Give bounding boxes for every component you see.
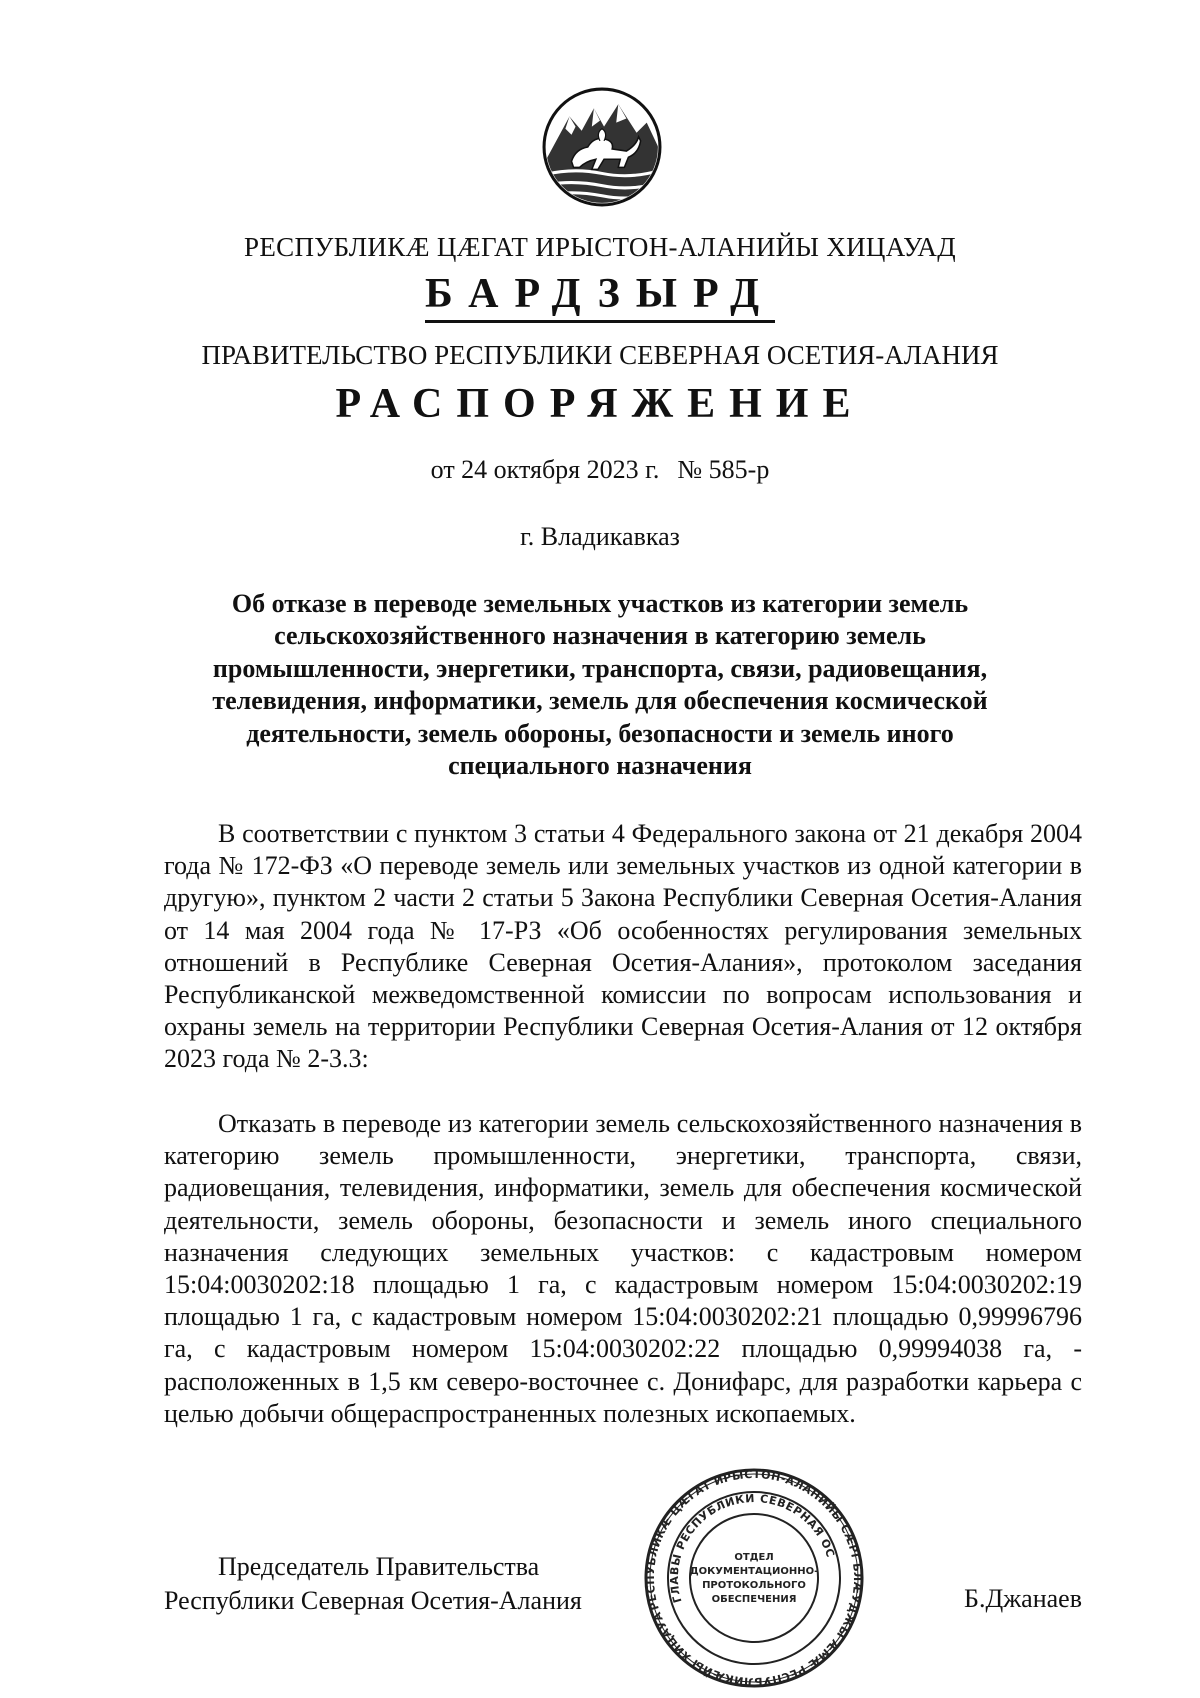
stamp-outer-ring-text: РЕСПУБЛИКÆ ЦÆГАТ ИРЫСТОН-АЛАНИЙЫ СÆРГЪЛÆУДЖЫ ÆМÆ РЕСПУБЛИКÆЙЫ ХИЦАУАДЫ (643, 1468, 865, 1688)
stamp-center-line-4: ОБЕСПЕЧЕНИЯ (711, 1594, 797, 1605)
coat-of-arms-emblem (541, 86, 663, 208)
signatory-title-line-2: Республики Северная Осетия-Алания (164, 1586, 582, 1615)
ossetian-doc-type (0, 270, 1200, 323)
stamp-center-line-1: ОТДЕЛ (734, 1552, 774, 1563)
ossetian-doc-type-text: БАРДЗЫРД (425, 270, 775, 323)
body-paragraph-1: В соответствии с пунктом 3 статьи 4 Федерального закона от 21 декабря 2004 года № 172-ФЗ «О переводе земель или земельных участков из одной категории в другую», пунктом 2 части 2 статьи 5 Закона Республики Северная Осетия-Алания от 14 мая 2004 года № 17-РЗ «Об особенностях регулирования земельных отношений в Республике Северная Осетия-Алания», протоколом заседания Республиканской межведомственной комиссии по вопросам использования и охраны земель на территории Республики Северная Осетия-Алания от 12 октября 2023 года № 2-3.3: (164, 819, 1082, 1074)
signatory-title (164, 1550, 582, 1618)
document-type-title: РАСПОРЯЖЕНИЕ (335, 381, 865, 427)
signatory-name: Б.Джанаев (964, 1584, 1082, 1613)
ossetian-org-name: РЕСПУБЛИКÆ ЦÆГАТ ИРЫСТОН-АЛАНИЙЫ ХИЦАУАД (244, 232, 956, 262)
document-subject: Об отказе в переводе земельных участков из категории земель сельскохозяйственного назначения в категорию земель промышленности, энергетики, транспорта, связи, радиовещания, телевидения, информатики, земель для обеспечения космической деятельности, земель обороны, безопасности и земель иного специального назначения (212, 589, 988, 781)
body-paragraph-2-block (164, 1108, 1082, 1430)
signatory-title-line-1: Председатель Правительства (218, 1552, 540, 1581)
russian-org-name: ПРАВИТЕЛЬСТВО РЕСПУБЛИКИ СЕВЕРНАЯ ОСЕТИЯ-АЛАНИЯ (201, 340, 999, 370)
body-paragraph-2: Отказать в переводе из категории земель сельскохозяйственного назначения в категорию земель промышленности, энергетики, транспорта, связи, радиовещания, телевидения, информатики, земель для обеспечения космической деятельности, земель обороны, безопасности и земель иного специального назначения следующих земельных участков: с кадастровым номером 15:04:0030202:18 площадью 1 га, с кадастровым номером 15:04:0030202:19 площадью 1 га, с кадастровым номером 15:04:0030202:21 площадью 0,99996796 га, с кадастровым номером 15:04:0030202:22 площадью 0,99994038 га, - расположенных в 1,5 км северо-восточнее с. Донифарс, для разработки карьера с целью добычи общераспространенных полезных ископаемых. (164, 1109, 1082, 1428)
stamp-inner-ring-text: ГЛАВЫ РЕСПУБЛИКИ СЕВЕРНАЯ ОСЕТИЯ-АЛАНИЯ (667, 1491, 838, 1605)
body-paragraph-1-block (164, 818, 1082, 1076)
document-date-number (0, 455, 1200, 485)
official-stamp (634, 1468, 874, 1688)
document-city: г. Владикавказ (520, 522, 680, 551)
document-date: от 24 октября 2023 г. (430, 455, 660, 484)
document-number: № 585-р (677, 455, 770, 484)
stamp-center-line-3: ПРОТОКОЛЬНОГО (702, 1580, 806, 1591)
stamp-center-line-2: ДОКУМЕНТАЦИОННО- (689, 1566, 819, 1577)
